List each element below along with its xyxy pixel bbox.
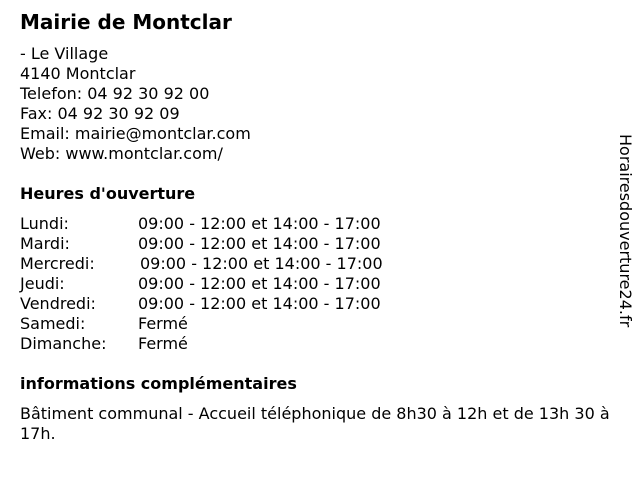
address-block xyxy=(20,44,251,164)
hours-row-tuesday xyxy=(20,234,440,254)
time-value: Fermé xyxy=(138,334,188,353)
day-label: Jeudi: xyxy=(20,274,65,293)
time-value: 09:00 - 12:00 et 14:00 - 17:00 xyxy=(138,274,381,293)
day-label: Vendredi: xyxy=(20,294,96,313)
info-heading: informations complémentaires xyxy=(20,374,297,393)
hours-row-wednesday xyxy=(20,254,440,274)
time-value: 09:00 - 12:00 et 14:00 - 17:00 xyxy=(138,294,381,313)
address-city: 4140 Montclar xyxy=(20,64,136,83)
hours-row-sunday xyxy=(20,334,440,354)
time-value: Fermé xyxy=(138,314,188,333)
web-line: Web: www.montclar.com/ xyxy=(20,144,223,163)
site-watermark: Horairesdouverture24.fr xyxy=(616,134,635,328)
time-value: 09:00 - 12:00 et 14:00 - 17:00 xyxy=(140,254,383,273)
time-value: 09:00 - 12:00 et 14:00 - 17:00 xyxy=(138,234,381,253)
address-street: - Le Village xyxy=(20,44,109,63)
phone-line: Telefon: 04 92 30 92 00 xyxy=(20,84,210,103)
day-label: Dimanche: xyxy=(20,334,107,353)
day-label: Mardi: xyxy=(20,234,70,253)
hours-row-thursday xyxy=(20,274,440,294)
day-label: Samedi: xyxy=(20,314,86,333)
hours-heading: Heures d'ouverture xyxy=(20,184,196,203)
page-title: Mairie de Montclar xyxy=(20,10,232,34)
email-line: Email: mairie@montclar.com xyxy=(20,124,251,143)
hours-row-monday xyxy=(20,214,440,234)
day-label: Lundi: xyxy=(20,214,69,233)
info-text: Bâtiment communal - Accueil téléphonique de 8h30 à 12h et de 13h 30 à 17h. xyxy=(20,404,610,443)
time-value: 09:00 - 12:00 et 14:00 - 17:00 xyxy=(138,214,381,233)
hours-row-friday xyxy=(20,294,440,314)
hours-row-saturday xyxy=(20,314,440,334)
fax-line: Fax: 04 92 30 92 09 xyxy=(20,104,180,123)
hours-table xyxy=(20,214,440,354)
day-label: Mercredi: xyxy=(20,254,95,273)
